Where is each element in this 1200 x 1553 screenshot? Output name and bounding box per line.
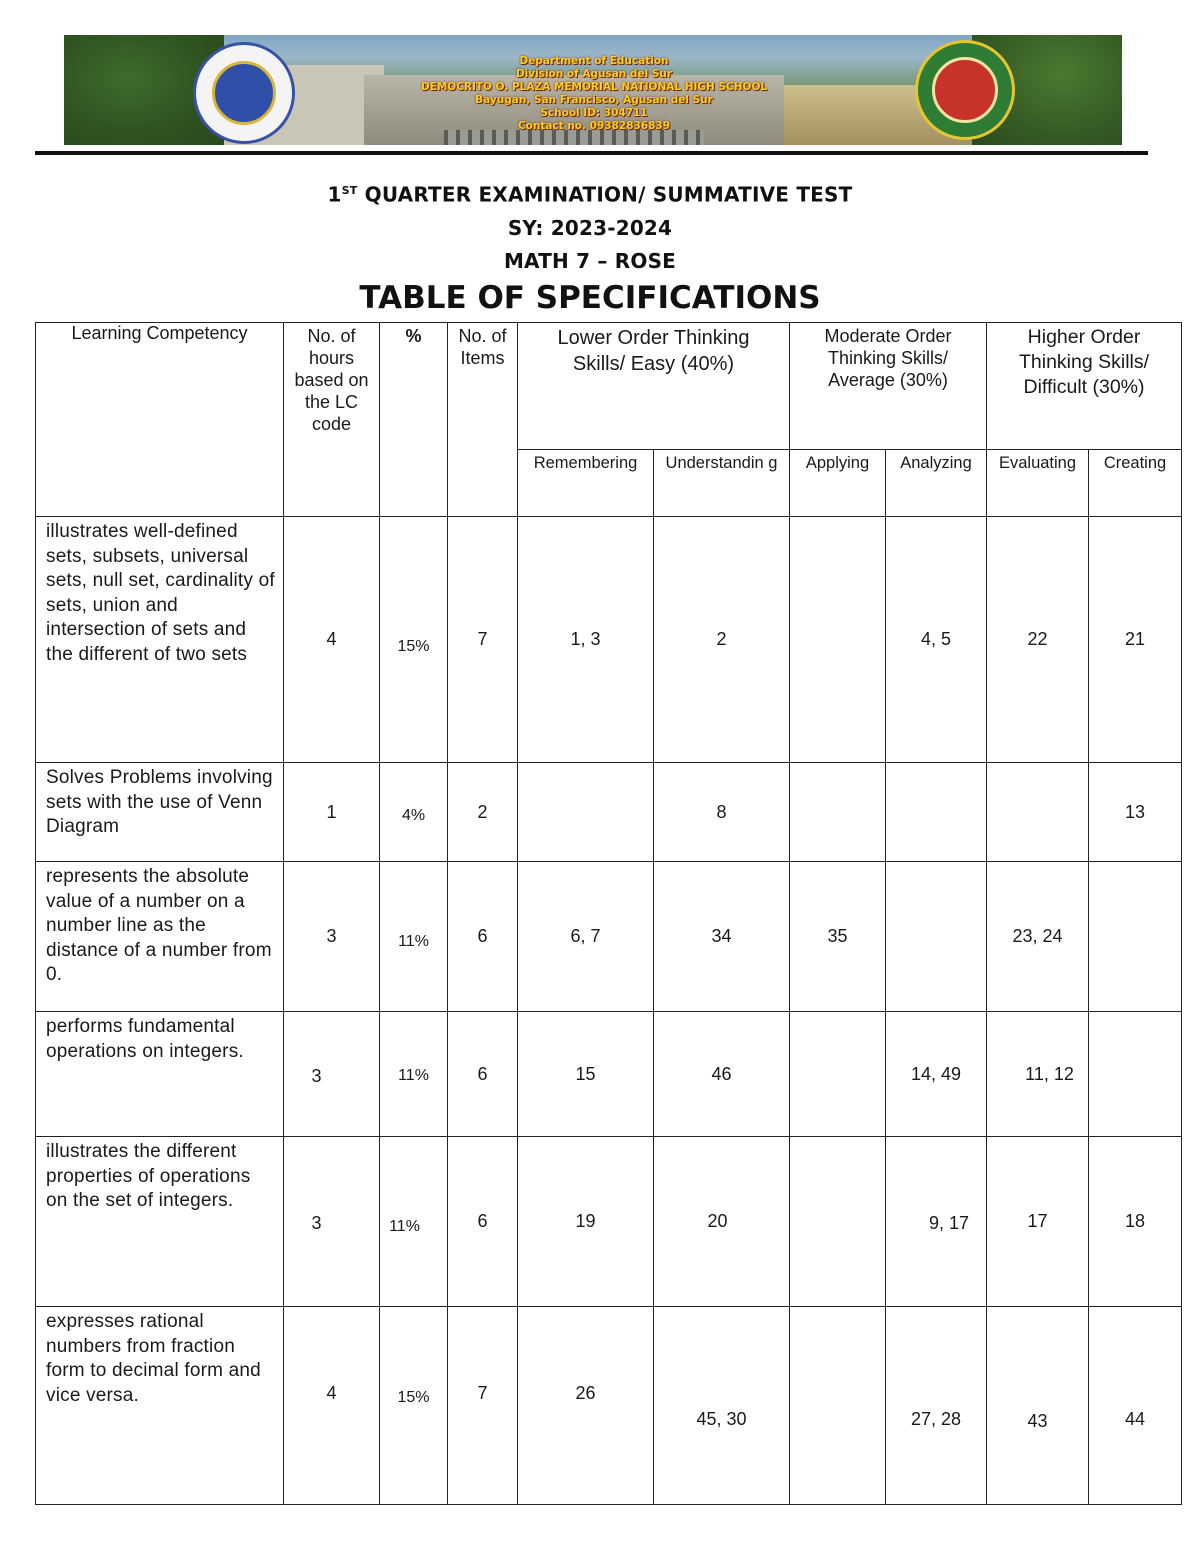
row-applying [790,1137,886,1307]
document-titles [0,174,1180,318]
row-understanding: 34 [654,862,790,1012]
header-line-division: Division of Agusan del Sur [515,68,673,80]
table-row [36,1137,1182,1307]
row-competency: illustrates the different properties of operations on the set of integers. [36,1137,284,1307]
table-row [36,1012,1182,1137]
row-applying [790,1012,886,1137]
row-analyzing: 4, 5 [886,517,987,763]
header-lower-order: Lower Order Thinking Skills/ Easy (40%) [518,323,790,450]
row-understanding: 2 [654,517,790,763]
row-remembering: 6, 7 [518,862,654,1012]
row-hours: 1 [284,763,380,862]
row-applying [790,517,886,763]
row-remembering: 19 [518,1137,654,1307]
row-understanding: 8 [654,763,790,862]
row-understanding: 20 [654,1137,790,1307]
row-understanding: 46 [654,1012,790,1137]
exam-title: 1ST QUARTER EXAMINATION/ SUMMATIVE TEST [327,182,853,207]
row-creating [1089,862,1182,1012]
header-analyzing: Analyzing [886,450,987,517]
deped-seal-logo [193,42,295,144]
row-creating: 13 [1089,763,1182,862]
header-line-deped: Department of Education [519,55,669,67]
row-analyzing [886,862,987,1012]
row-creating: 21 [1089,517,1182,763]
row-remembering: 15 [518,1012,654,1137]
row-remembering [518,763,654,862]
header-applying: Applying [790,450,886,517]
row-hours: 4 [284,517,380,763]
table-row [36,763,1182,862]
row-creating: 18 [1089,1137,1182,1307]
header-moderate-order: Moderate Order Thinking Skills/ Average (30%) [790,323,987,450]
table-of-specifications [35,322,1182,1505]
row-evaluating: 22 [987,517,1089,763]
row-hours: 3 [284,862,380,1012]
row-evaluating [987,763,1089,862]
row-remembering: 1, 3 [518,517,654,763]
subject-section: MATH 7 – ROSE [503,248,677,273]
header-percent: % [380,323,448,517]
row-evaluating: 11, 12 [987,1012,1089,1137]
row-competency: expresses rational numbers from fraction form to decimal form and vice versa. [36,1307,284,1505]
header-line-address: Bayugan, San Francisco, Agusan del Sur [475,94,713,106]
header-line-school-id: School ID: 304711 [540,107,648,119]
row-competency: represents the absolute value of a number on a number line as the distance of a number from 0. [36,862,284,1012]
row-creating [1089,1012,1182,1137]
row-analyzing: 9, 17 [886,1137,987,1307]
row-creating: 44 [1089,1307,1182,1505]
row-items: 6 [448,1012,518,1137]
row-items: 6 [448,1137,518,1307]
header-row-main [36,323,1182,450]
header-evaluating: Evaluating [987,450,1089,517]
header-line-contact: Contact no. 09382836839 [517,120,671,132]
header-learning-competency: Learning Competency [36,323,284,517]
school-year: SY: 2023-2024 [507,215,673,240]
row-items: 6 [448,862,518,1012]
table-row [36,1307,1182,1505]
row-applying: 35 [790,862,886,1012]
row-competency: Solves Problems involving sets with the use of Venn Diagram [36,763,284,862]
page-title: TABLE OF SPECIFICATIONS [359,279,821,316]
row-analyzing [886,763,987,862]
header-items: No. of Items [448,323,518,517]
header-hours: No. of hours based on the LC code [284,323,380,517]
school-seal-logo [915,40,1015,140]
header-text-block [344,55,844,133]
row-items: 2 [448,763,518,862]
row-understanding: 45, 30 [654,1307,790,1505]
row-percent: 11% [380,862,448,1012]
row-competency: illustrates well-defined sets, subsets, universal sets, null set, cardinality of sets, union and intersection of sets and the different of two sets [36,517,284,763]
row-hours: 4 [284,1307,380,1505]
header-creating: Creating [1089,450,1182,517]
row-hours: 3 [284,1012,380,1137]
row-analyzing: 14, 49 [886,1012,987,1137]
row-percent: 15% [380,1307,448,1505]
header-understanding: Understandin g [654,450,790,517]
row-percent: 4% [380,763,448,862]
row-applying [790,763,886,862]
row-remembering: 26 [518,1307,654,1505]
row-evaluating: 23, 24 [987,862,1089,1012]
table-row [36,517,1182,763]
row-evaluating: 43 [987,1307,1089,1505]
row-percent: 11% [380,1012,448,1137]
header-divider [35,151,1148,155]
header-remembering: Remembering [518,450,654,517]
row-evaluating: 17 [987,1137,1089,1307]
row-items: 7 [448,517,518,763]
table-row [36,862,1182,1012]
row-percent: 11% [380,1137,448,1307]
row-percent: 15% [380,517,448,763]
row-hours: 3 [284,1137,380,1307]
header-line-school: DEMOCRITO O. PLAZA MEMORIAL NATIONAL HIGH SCHOOL [420,81,768,93]
row-competency: performs fundamental operations on integers. [36,1012,284,1137]
row-items: 7 [448,1307,518,1505]
header-higher-order: Higher Order Thinking Skills/ Difficult (30%) [987,323,1182,450]
row-applying [790,1307,886,1505]
row-analyzing: 27, 28 [886,1307,987,1505]
